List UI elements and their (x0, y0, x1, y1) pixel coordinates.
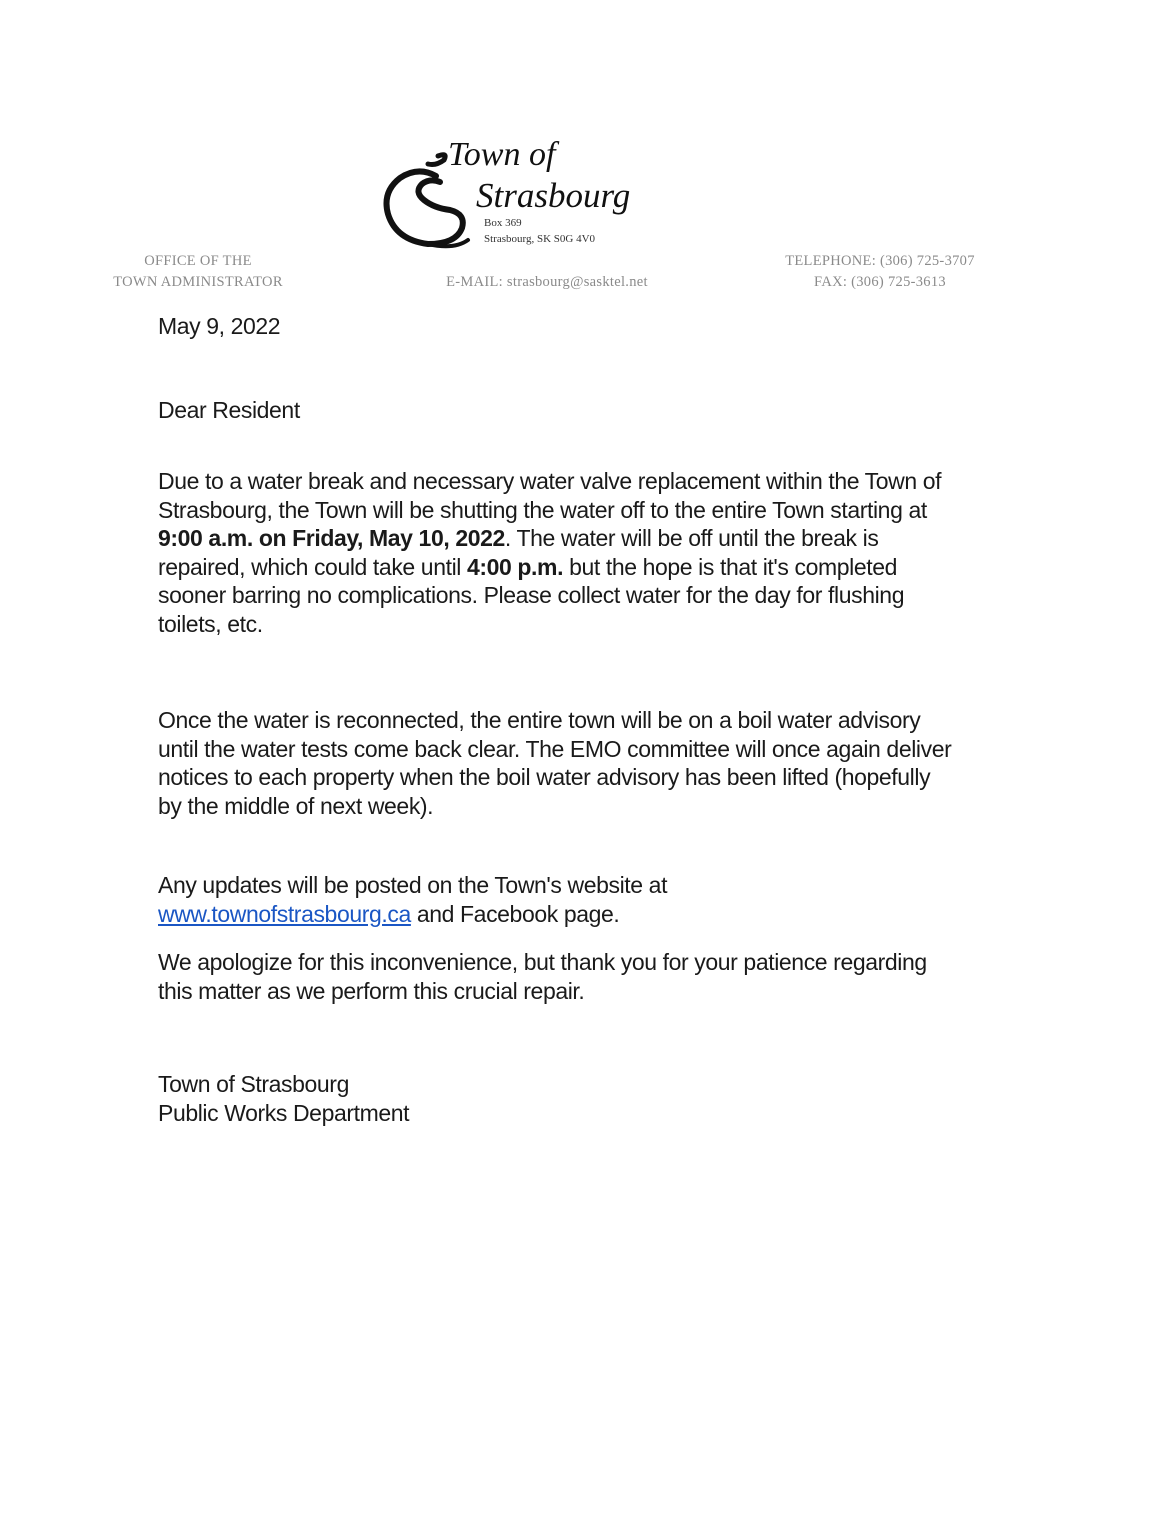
p1-text-a: Due to a water break and necessary water valve replacement within the Town of Strasbourg, the Town will be shutting the water off to the entire Town starting at (158, 468, 942, 523)
office-line2: TOWN ADMINISTRATOR (113, 274, 283, 290)
p3-text-b: and Facebook page. (410, 900, 620, 927)
letterhead-phone-fax (755, 251, 1005, 293)
signature-block (158, 1070, 958, 1127)
letter-date: May 9, 2022 (158, 313, 281, 339)
p4-text: We apologize for this inconvenience, but thank you for your patience regarding this matter as we perform this crucial repair. (158, 949, 927, 1004)
p1-text-c: . The water will be off until the break is repaired, which could take until (158, 525, 879, 580)
letter-salutation: Dear Resident (158, 397, 300, 423)
telephone-line: TELEPHONE: (306) 725-3707 (785, 253, 975, 269)
office-line1: OFFICE OF THE (144, 253, 252, 269)
p1-shutoff-time: 9:00 a.m. on Friday, May 10, 2022 (158, 525, 505, 552)
letterhead-title-line2: Strasbourg (476, 176, 631, 215)
p2-text: Once the water is reconnected, the entire town will be on a boil water advisory until the water tests come back clear. The EMO committee will once again deliver notices to each property when the boil water advisory has been lifted (hopefully by the middle of next week). (158, 707, 952, 819)
signature-line1: Town of Strasbourg (158, 1071, 349, 1097)
p1-text-e: but the hope is that it's completed sooner barring no complications. Please collect water for the day for flushing toilets, etc. (158, 553, 905, 637)
letterhead-address-line1: Box 369 (484, 217, 522, 229)
p3-text-a: Any updates will be posted on the Town's website at (158, 872, 668, 898)
letterhead-address-line2: Strasbourg, SK S0G 4V0 (484, 233, 596, 245)
letterhead-office (88, 251, 308, 293)
website-link[interactable]: www.townofstrasbourg.ca (158, 900, 411, 927)
paragraph-updates (158, 871, 958, 928)
letterhead-email: E-MAIL: strasbourg@sasktel.net (446, 274, 648, 290)
letterhead-title-line1: Town of (448, 136, 556, 173)
paragraph-apology (158, 948, 958, 1005)
paragraph-boil-advisory (158, 706, 958, 820)
paragraph-shutoff-notice (158, 467, 958, 639)
fax-line: FAX: (306) 725-3613 (814, 274, 946, 290)
signature-line2: Public Works Department (158, 1099, 410, 1126)
p1-end-time: 4:00 p.m. (466, 553, 564, 580)
